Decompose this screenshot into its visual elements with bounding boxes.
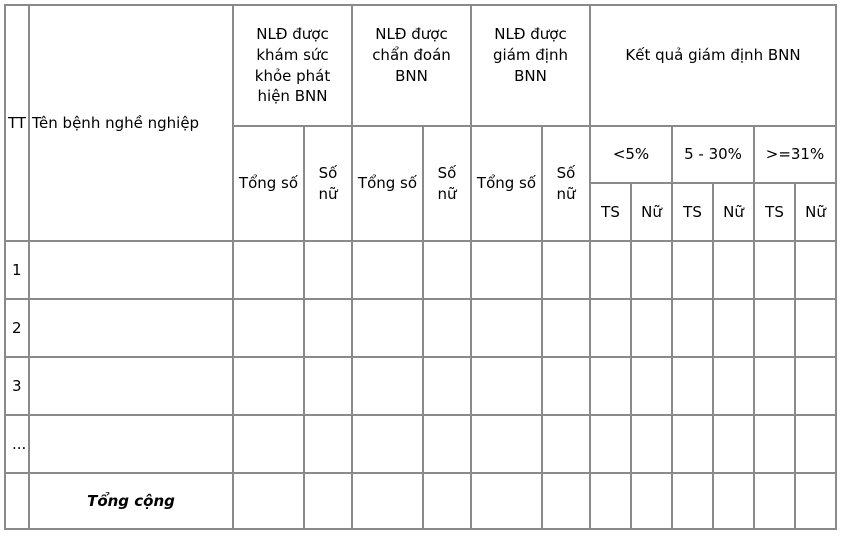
cell[interactable] — [423, 357, 471, 415]
header-examined-total: Tổng số — [233, 126, 304, 241]
cell[interactable] — [590, 299, 631, 357]
header-group-assessed-line-3: BNN — [514, 66, 547, 85]
cell[interactable] — [672, 241, 713, 299]
cell[interactable] — [352, 241, 423, 299]
cell[interactable] — [352, 357, 423, 415]
row-disease-name[interactable] — [29, 357, 233, 415]
female-line-2: nữ — [556, 184, 576, 203]
table-row — [5, 299, 836, 357]
cell[interactable] — [423, 473, 471, 529]
header-group-assessed-line-2: giám định — [493, 46, 568, 65]
cell[interactable] — [631, 415, 672, 473]
header-group-diagnosed-line-1: NLĐ được — [375, 25, 448, 44]
header-5-30-nu: Nữ — [713, 183, 754, 241]
cell[interactable] — [672, 415, 713, 473]
cell[interactable] — [713, 299, 754, 357]
cell[interactable] — [590, 241, 631, 299]
cell[interactable] — [352, 415, 423, 473]
cell[interactable] — [672, 473, 713, 529]
female-line-1: Số — [556, 163, 576, 182]
table-row — [5, 357, 836, 415]
row-disease-name[interactable] — [29, 241, 233, 299]
cell[interactable] — [233, 299, 304, 357]
header-lt5-ts: TS — [590, 183, 631, 241]
cell[interactable] — [423, 299, 471, 357]
cell[interactable] — [423, 415, 471, 473]
cell[interactable] — [754, 299, 795, 357]
row-tt: 1 — [5, 241, 29, 299]
header-gte31-ts: TS — [754, 183, 795, 241]
header-group-examined-line-1: NLĐ được — [256, 25, 329, 44]
female-line-1: Số — [318, 163, 338, 182]
cell[interactable] — [471, 415, 542, 473]
header-assessed-female — [542, 126, 590, 241]
cell[interactable] — [471, 241, 542, 299]
row-tt: 3 — [5, 357, 29, 415]
cell[interactable] — [631, 473, 672, 529]
header-lt5-nu: Nữ — [631, 183, 672, 241]
header-group-assessed — [471, 5, 590, 126]
cell[interactable] — [672, 357, 713, 415]
cell[interactable] — [754, 473, 795, 529]
header-group-diagnosed-line-2: chẩn đoán — [372, 46, 451, 65]
cell[interactable] — [542, 357, 590, 415]
cell[interactable] — [304, 357, 352, 415]
row-tt: 2 — [5, 299, 29, 357]
row-disease-name[interactable] — [29, 415, 233, 473]
cell[interactable] — [590, 415, 631, 473]
cell[interactable] — [795, 473, 836, 529]
cell[interactable] — [713, 357, 754, 415]
cell[interactable] — [713, 241, 754, 299]
cell[interactable] — [233, 473, 304, 529]
header-group-assessed-line-1: NLĐ được — [494, 25, 567, 44]
cell[interactable] — [754, 415, 795, 473]
total-row-tt — [5, 473, 29, 529]
cell[interactable] — [304, 473, 352, 529]
cell[interactable] — [631, 357, 672, 415]
header-group-examined-line-4: hiện BNN — [257, 87, 328, 106]
cell[interactable] — [352, 473, 423, 529]
cell[interactable] — [471, 473, 542, 529]
cell[interactable] — [542, 415, 590, 473]
row-tt: ... — [5, 415, 29, 473]
female-line-1: Số — [437, 163, 457, 182]
header-group-examined-line-3: khỏe phát — [254, 66, 331, 85]
header-group-examined — [233, 5, 352, 126]
cell[interactable] — [471, 299, 542, 357]
cell[interactable] — [795, 241, 836, 299]
header-5-30-ts: TS — [672, 183, 713, 241]
occupational-disease-report-table — [4, 4, 837, 530]
female-line-2: nữ — [437, 184, 457, 203]
cell[interactable] — [795, 299, 836, 357]
total-row-label: Tổng cộng — [29, 473, 233, 529]
cell[interactable] — [304, 299, 352, 357]
cell[interactable] — [304, 415, 352, 473]
header-group-diagnosed — [352, 5, 471, 126]
cell[interactable] — [713, 473, 754, 529]
header-group-diagnosed-line-3: BNN — [395, 66, 428, 85]
female-line-2: nữ — [318, 184, 338, 203]
cell[interactable] — [631, 299, 672, 357]
cell[interactable] — [713, 415, 754, 473]
cell[interactable] — [795, 415, 836, 473]
table-row — [5, 415, 836, 473]
cell[interactable] — [542, 473, 590, 529]
cell[interactable] — [542, 241, 590, 299]
header-group-examined-line-2: khám sức — [256, 45, 329, 64]
header-tt: TT — [5, 5, 29, 241]
cell[interactable] — [233, 415, 304, 473]
header-range-gte31: >=31% — [754, 126, 836, 183]
cell[interactable] — [631, 241, 672, 299]
cell[interactable] — [795, 357, 836, 415]
cell[interactable] — [542, 299, 590, 357]
header-assessed-total: Tổng số — [471, 126, 542, 241]
cell[interactable] — [754, 357, 795, 415]
header-range-5-30: 5 - 30% — [672, 126, 754, 183]
cell[interactable] — [423, 241, 471, 299]
cell[interactable] — [233, 241, 304, 299]
header-result-group-label: Kết quả giám định BNN — [625, 46, 801, 65]
cell[interactable] — [590, 473, 631, 529]
cell[interactable] — [471, 357, 542, 415]
header-gte31-nu: Nữ — [795, 183, 836, 241]
header-diagnosed-total: Tổng số — [352, 126, 423, 241]
cell[interactable] — [754, 241, 795, 299]
header-examined-female — [304, 126, 352, 241]
cell[interactable] — [672, 299, 713, 357]
header-result-group — [590, 5, 836, 126]
cell[interactable] — [304, 241, 352, 299]
header-range-lt5: <5% — [590, 126, 672, 183]
table-total-row — [5, 473, 836, 529]
header-diagnosed-female — [423, 126, 471, 241]
header-disease-name: Tên bệnh nghề nghiệp — [29, 5, 233, 241]
cell[interactable] — [590, 357, 631, 415]
cell[interactable] — [233, 357, 304, 415]
table-row — [5, 241, 836, 299]
cell[interactable] — [352, 299, 423, 357]
row-disease-name[interactable] — [29, 299, 233, 357]
